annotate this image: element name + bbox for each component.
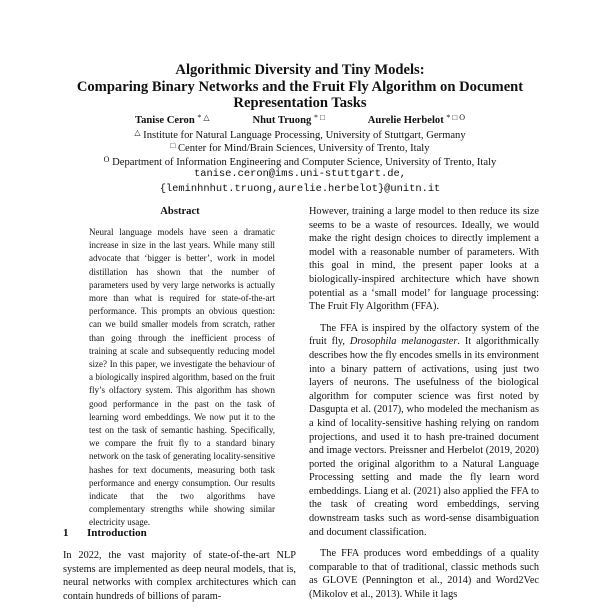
paragraph-1: However, training a large model to then reduce its size seems to be a waste of resources. Ideally, we would make the right design choices to directly implement a model with a reasonable number of parameters. With this goal in mind, the present paper looks at a biologically-inspired architecture which have shown potential as a ‘small model’ for language processing: The Fruit Fly Algorithm (FFA).	[309, 206, 539, 313]
email-line-1: tanise.ceron@ims.uni-stuttgart.de,	[193, 168, 406, 180]
abstract-text: Neural language models have seen a dramatic increase in size in the last years. While many still advocate that ‘bigger is better’, work in model distillation has shown that the number of parameters used by very large networks is actually more than what is required for state-of-the-art performance. This prompts an obvious question: can we build smaller models from scratch, rather than going through the inefficient process of training at scale and subsequently reducing model size? In this paper, we investigate the behaviour of a biologically inspired algorithm, based on the fruit fly’s olfactory system. This algorithm has shown good performance in the past on the task of learning word embeddings. We now put it to the test on the task of semantic hashing. Specifically, we compare the fruit fly to a standard binary network on the task of generating locality-sensitive hashes for text documents, measuring both task performance and energy consumption. Our results indicate that the two algorithms have complementary strengths while showing similar electricity usage.	[89, 227, 275, 528]
section-number: 1	[63, 527, 69, 539]
affiliation-1: △ Institute for Natural Language Processing, University of Stuttgart, Germany	[134, 128, 466, 141]
paper-title	[60, 62, 540, 112]
paragraph-3: The FFA produces word embeddings of a quality comparable to that of traditional, classic methods such as GLOVE (Pennington et al., 2014) and Word2Vec (Mikolov et al., 2013). While it lags	[309, 548, 539, 601]
introduction-text: In 2022, the vast majority of state-of-the-art NLP systems are implemented as deep neural models, that is, neural networks with complex architectures which can contain hundreds of billions of param-	[63, 550, 296, 602]
author-3: Aurelie Herbelot $^{* □ O}$	[367, 113, 465, 126]
affiliation-2: □ Center for Mind/Brain Sciences, University of Trento, Italy	[170, 141, 430, 154]
abstract-heading: Abstract	[160, 206, 200, 217]
title-line-1: Algorithmic Diversity and Tiny Models:	[175, 62, 425, 78]
author-list	[80, 113, 520, 126]
species-name: Drosophila melanogaster	[349, 336, 458, 348]
affiliation-3: $^O$ Department of Information Engineering and Computer Science, University of Trento, Italy	[103, 155, 497, 168]
right-column	[309, 205, 539, 610]
section-heading-introduction	[63, 527, 147, 539]
author-1: Tanise Ceron * △	[135, 113, 210, 126]
email-line-2: {leminhnhut.truong,aurelie.herbelot}@unitn.it	[159, 183, 441, 195]
title-line-3: Representation Tasks	[233, 95, 367, 111]
title-line-2: Comparing Binary Networks and the Fruit Fly Algorithm on Document	[76, 78, 524, 95]
author-2: Nhut Truong * □	[252, 113, 325, 126]
paragraph-2: The FFA is inspired by the olfactory system of the fruit fly, Drosophila melanogaster. It algorithmically describes how the fly encodes smells in its environment into a binary pattern of activations, using just two layers of neurons. The usefulness of the biological algorithm for computer science was first noted by Dasgupta et al. (2017), who modeled the mechanism as a kind of locality-sensitive hashing relying on random projections, and used it to hash pre-trained document and image vectors. Preissner and Herbelot (2019, 2020) ported the original algorithm to a Natural Language Processing setting and made the fly learn word embeddings. Liang et al. (2021) also applied the FFA to the task of creating word embeddings, serving downstream tasks such as word-sense disambiguation and document classification.	[309, 322, 539, 538]
section-title: Introduction	[87, 527, 147, 539]
